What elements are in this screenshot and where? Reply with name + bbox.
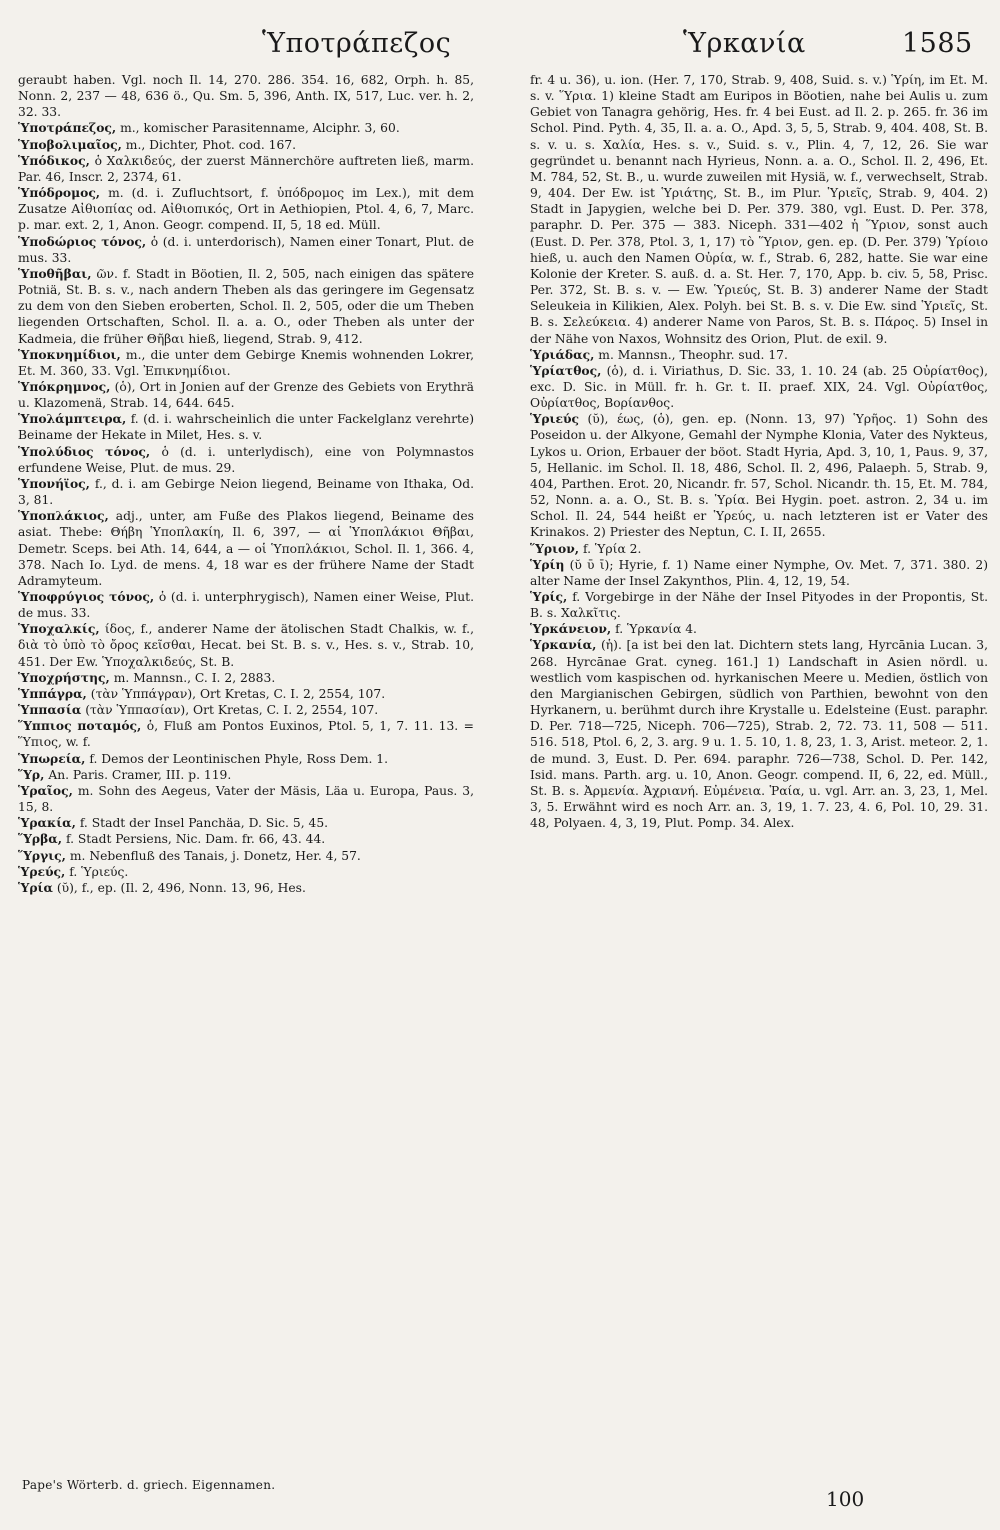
dictionary-entry <box>18 234 474 266</box>
dictionary-entry <box>18 831 474 847</box>
entry-text: m., Dichter, Phot. cod. 167. <box>125 137 297 152</box>
dictionary-entry <box>18 686 474 702</box>
dictionary-entry <box>530 411 988 540</box>
entry-text: m., die unter dem Gebirge Knemis wohnenden Lokrer, Et. M. 360, 33. Vgl. Ἐπικνημίδιοι. <box>18 347 474 378</box>
entry-lemma: Ὑπόκρημνος, <box>18 378 111 394</box>
entry-text: (ῠ), έως, (ὁ), gen. ep. (Nonn. 13, 97) Ὑρῆος. 1) Sohn des Poseidon u. der Alkyone, Gemahl der Nymphe Klonia, Vater des Nykteus, Lykos u. Orion, Erbauer der böot. Stadt Hyria, Apd. 3, 10, 1, Paus. 9, 37, 5, Hellanic. im Schol. Il. 18, 486, Schol. Il. 2, 496, Palaeph. 5, Strab. 9, 404, Parthen. Erot. 20, Nicandr. fr. 57, Schol. Nicandr. th. 15, Et. M. 784, 52, Nonn. a. a. O., St. B. s. Ὑρία. Bei Hygin. poet. astron. 2, 34 u. im Schol. Il. 24, 544 heißt er Ὑρεύς, u. nach letzteren ist er Vater des Krinakos. 2) Priester des Neptun, C. I. II, 2655. <box>530 412 988 540</box>
dictionary-entry <box>18 848 474 864</box>
entry-lemma: Ὑριάδας, <box>530 346 595 362</box>
entry-lemma: Ὕρ, <box>18 766 45 782</box>
entry-lemma: Ὑπόδρομος, <box>18 185 101 201</box>
dictionary-entry <box>530 541 988 557</box>
entry-text: (ὁ), d. i. Viriathus, D. Sic. 33, 1. 10. 24 (ab. 25 Οὐρίατθος), exc. D. Sic. in Müll. fr. h. Gr. t. II. praef. XIX, 24. Vgl. Οὐρίατθος, Οὐρίατθος, Βορίανθος. <box>530 363 988 411</box>
entry-text: adj., unter, am Fuße des Plakos liegend, Beiname des asiat. Thebe: Θήβη Ὑποπλακίη, Il. 6, 397, — αἱ Ὑποπλάκιοι Θῆβαι, Demetr. Sceps. bei Ath. 14, 644, a — οἱ Ὑποπλάκιοι, Schol. Il. 1, 366. 4, 378. Nach Io. Lyd. de mens. 4, 18 war es der frühere Name der Stadt Adramyteum. <box>18 509 474 588</box>
dictionary-entry <box>18 751 474 767</box>
entry-lemma: Ὑρίς, <box>530 589 568 604</box>
entry-lemma: Ὕππιος ποταμός, <box>18 718 142 734</box>
entry-text: m., komischer Parasitenname, Alciphr. 3, 60. <box>120 121 400 136</box>
entry-lemma: Ὑποπλάκιος, <box>18 508 109 524</box>
footer-imprint: Pape's Wörterb. d. griech. Eigennamen. <box>22 1478 276 1492</box>
entry-text: m. Mannsn., Theophr. sud. 17. <box>598 347 788 362</box>
entry-lemma: Ὑποφρύγιος τόνος, <box>18 589 155 604</box>
dictionary-entry <box>530 363 988 411</box>
dictionary-entry <box>530 637 988 831</box>
dictionary-entry <box>18 347 474 379</box>
entry-lemma: Ὑρία <box>18 879 53 895</box>
page-header <box>0 0 1000 70</box>
entry-text: (ἡ). [a ist bei den lat. Dichtern stets lang, Hyrcānia Lucan. 3, 268. Hyrcānae Grat. cyneg. 161.] 1) Landschaft in Asien nördl. u. westlich vom kaspischen od. hyrkanischen Meere u. Medien, östlich von den Margianischen Gebirgen, südlich von Parthien, bewohnt von den Hyrkanern, u. berühmt durch ihre Krystalle u. Edelsteine (Eust. paraphr. D. Per. 718—725, Niceph. 706—725), Strab. 2, 72. 73. 11, 508 — 511. 516. 518, Ptol. 6, 2, 3. arg. 9 u. 1. 5. 10, 1. 8, 23, 1. 3, Arist. meteor. 2, 1. de mund. 3, Eust. D. Per. 694. paraphr. 726—738, Schol. D. Per. 142, Isid. mans. Parth. arg. u. 10, Anon. Geogr. compend. II, 6, 22, ed. Müll., St. B. s. Ἀρμενία. Ἀχριανή. Εὐμένεια. Ῥαία, u. vgl. Arr. an. 3, 23, 1, Mel. 3, 5. Erwähnt wird es noch Arr. an. 3, 19, 1. 7. 23, 4. 6, Pol. 10, 29. 31. 48, Polyaen. 4, 3, 19, Plut. Pomp. 34. Alex. <box>530 638 988 831</box>
entry-lemma: Ὑποβολιμαῖος, <box>18 136 122 152</box>
dictionary-entry <box>18 185 474 233</box>
entry-text: m. Sohn des Aegeus, Vater der Mäsis, Läa u. Europa, Paus. 3, 15, 8. <box>18 783 474 815</box>
dictionary-entry <box>18 266 474 347</box>
running-headword-right: Ὑρκανία <box>683 28 806 59</box>
entry-lemma: Ὑποχαλκίς, <box>18 621 100 637</box>
entry-text: m. Nebenfluß des Tanais, j. Donetz, Her. 4, 57. <box>69 848 361 863</box>
entry-text: ῶν. f. Stadt in Böotien, Il. 2, 505, nach einigen das spätere Potniä, St. B. s. v., nach andern Theben als das geringere im Gegensatz zu dem von den Sieben eroberten, Schol. Il. 2, 505, oder die um Theben liegenden Ortschaften, Schol. Il. a. a. O., oder Theben als unter der Kadmeia, die früher Θῆβαι hieß, liegend, Strab. 9, 412. <box>18 266 474 346</box>
sheet-signature: 100 <box>826 1487 865 1511</box>
entry-text: f. (d. i. wahrscheinlich die unter Fackelglanz verehrte) Beiname der Hekate in Milet, Hes. s. v. <box>18 412 474 443</box>
entry-text: (ῠ ῡ ῑ); Hyrie, f. 1) Name einer Nymphe, Ov. Met. 7, 371. 380. 2) alter Name der Insel Zakynthos, Plin. 4, 12, 19, 54. <box>530 557 988 588</box>
entry-text: f. Stadt Persiens, Nic. Dam. fr. 66, 43. 44. <box>65 832 326 847</box>
dictionary-entry <box>530 589 988 621</box>
entry-text: ὁ (d. i. unterlydisch), eine von Polymnastos erfundene Weise, Plut. de mus. 29. <box>18 444 474 475</box>
entry-lemma: Ὑποκνημίδιοι, <box>18 346 121 362</box>
dictionary-entry <box>18 379 474 411</box>
dictionary-entry <box>18 670 474 686</box>
entry-text: m. Mannsn., C. I. 2, 2883. <box>113 670 276 685</box>
entry-lemma: Ὑραῖος, <box>18 782 73 798</box>
dictionary-entry <box>18 120 474 136</box>
dictionary-entry <box>18 783 474 815</box>
dictionary-entry <box>18 508 474 589</box>
dictionary-entry <box>18 880 474 896</box>
dictionary-entry <box>530 347 988 363</box>
dictionary-entry <box>530 557 988 589</box>
entry-lemma: Ὑριεύς <box>530 411 579 427</box>
entry-lemma: Ὑπονήϊος, <box>18 475 90 491</box>
dictionary-entry <box>530 621 988 637</box>
entry-lemma: Ὑπολάμπτειρα, <box>18 411 127 427</box>
entry-lemma: Ὑπωρεία, <box>18 750 86 766</box>
entry-text: ὁ Χαλκιδεύς, der zuerst Männerchöre auftreten ließ, marm. Par. 46, Inscr. 2, 2374, 61. <box>18 153 474 184</box>
entry-lemma: Ὑρκάνειον, <box>530 621 612 637</box>
dictionary-entry <box>18 153 474 185</box>
entry-lemma: Ὑπολύδιος τόνος, <box>18 443 151 459</box>
entry-lemma: Ὑππάγρα, <box>18 685 87 701</box>
entry-lemma: Ὑπόδικος, <box>18 152 90 168</box>
entry-text: fr. 4 u. 36), u. ion. (Her. 7, 170, Strab. 9, 408, Suid. s. v.) Ὑρίη, im Et. M. s. v. Ὕρια. 1) kleine Stadt am Euripos in Böotien, nahe bei Aulis u. zum Gebiet von Tanagra gehörig, Hes. fr. 4 bei Eust. ad Il. 2. p. 265. fr. 36 im Schol. Pind. Pyth. 4, 35, Il. a. a. O., Apd. 3, 5, 5, Strab. 9, 404. 408, St. B. s. v. u. s. Χαλία, Hes. s. v., Suid. s. v., Plin. 4, 7, 12, 26. Sie war gegründet u. benannt nach Hyrieus, Nonn. a. a. O., Schol. Il. 2, 496, Et. M. 784, 52, St. B., u. wurde zuweilen mit Hysiä, w. f., verwechselt, Strab. 9, 404. Der Ew. ist Ὑριάτης, St. B., im Plur. Ὑριεῖς, Strab. 9, 404. 2) Stadt in Japygien, welche bei D. Per. 379. 380, vgl. Eust. D. Per. 378, paraphr. D. Per. 375 — 383. Niceph. 331—402 ἡ Ὕριον, sonst auch (Eust. D. Per. 378, Ptol. 3, 1, 17) τὸ Ὕριον, gen. ep. (D. Per. 379) Ὑρίοιο hieß, u. auch den Namen Οὐρία, w. f., Strab. 6, 282, hatte. Sie war eine Kolonie der Kreter. S. auß. d. a. St. Her. 7, 170, App. b. civ. 5, 58, Prisc. Per. 372, St. B. s. v. — Ew. Ὑριεύς, St. B. 3) anderer Name der Stadt Seleukeia in Kilikien, Alex. Polyh. bei St. B. s. v. Die Ew. sind Ὑριεῖς, St. B. s. Σελεύκεια. 4) anderer Name von Paros, St. B. s. Πάρος. 5) Insel in der Nähe von Naxos, Wohnsitz des Orion, Plut. de exil. 9. <box>530 73 988 346</box>
entry-lemma: Ὑποθῆβαι, <box>18 265 92 281</box>
entry-text: (ὁ), Ort in Jonien auf der Grenze des Gebiets von Erythrä u. Klazomenä, Strab. 14, 644. 645. <box>18 379 474 411</box>
running-headword-left: Ὑποτράπεζος <box>262 28 452 59</box>
entry-lemma: Ὑρακία, <box>18 815 76 831</box>
entry-lemma: Ὕρβα, <box>18 831 63 847</box>
entry-lemma: Ὑποχρήστης, <box>18 669 110 685</box>
entry-text: f. Stadt der Insel Panchäa, D. Sic. 5, 45. <box>79 816 329 831</box>
entry-text: ὁ (d. i. unterdorisch), Namen einer Tonart, Plut. de mus. 33. <box>18 234 474 265</box>
dictionary-entry <box>530 72 988 347</box>
entry-text: ὁ (d. i. unterphrygisch), Namen einer Weise, Plut. de mus. 33. <box>18 590 474 621</box>
entry-text: f. Demos der Leontinischen Phyle, Ross Dem. 1. <box>89 751 389 766</box>
dictionary-entry <box>18 767 474 783</box>
entry-text: f., d. i. am Gebirge Neion liegend, Beiname von Ithaka, Od. 3, 81. <box>18 476 474 508</box>
page-number: 1585 <box>902 28 973 59</box>
left-column <box>18 72 474 896</box>
entry-lemma: Ὑποτράπεζος, <box>18 120 117 136</box>
entry-lemma: Ὑρκανία, <box>530 637 597 653</box>
entry-text: (τὰν Ὑππασίαν), Ort Kretas, C. I. 2, 2554, 107. <box>85 703 379 718</box>
entry-text: f. Ὑριεύς. <box>69 864 129 879</box>
entry-text: f. Ὑρία 2. <box>583 541 642 556</box>
entry-text: m. (d. i. Zufluchtsort, f. ὑπόδρομος im Lex.), mit dem Zusatze Αἰθιοπίας od. Αἰθιοπικός, Ort in Aethiopien, Ptol. 4, 6, 7, Marc. p. mar. ext. 2, 1, Anon. Geogr. compend. II, 5, 18 ed. Müll. <box>18 186 474 233</box>
entry-text: An. Paris. Cramer, III. p. 119. <box>48 767 232 782</box>
entry-text: f. Vorgebirge in der Nähe der Insel Pityodes in der Propontis, St. B. s. Χαλκῖτις. <box>530 590 988 621</box>
entry-lemma: Ὕριον, <box>530 540 580 556</box>
dictionary-entry <box>18 621 474 669</box>
dictionary-entry <box>18 864 474 880</box>
dictionary-entry <box>18 137 474 153</box>
dictionary-entry <box>18 476 474 508</box>
entry-text: (τὰν Ὑππάγραν), Ort Kretas, C. I. 2, 2554, 107. <box>90 686 386 701</box>
entry-text: f. Ὑρκανία 4. <box>615 622 697 637</box>
dictionary-entry <box>18 72 474 120</box>
dictionary-entry <box>18 718 474 750</box>
dictionary-entry <box>18 411 474 443</box>
entry-lemma: Ὑποδώριος τόνος, <box>18 233 147 249</box>
entry-lemma: Ὕργις, <box>18 847 66 863</box>
entry-text: (ῠ), f., ep. (Il. 2, 496, Nonn. 13, 96, Hes. <box>56 880 306 895</box>
entry-text: ὁ, Fluß am Pontos Euxinos, Ptol. 5, 1, 7. 11. 13. = Ὕπιος, w. f. <box>18 719 474 750</box>
entry-lemma: Ὑρίη <box>530 556 565 572</box>
entry-lemma: Ὑππασία <box>18 702 82 718</box>
dictionary-entry <box>18 702 474 718</box>
entry-text: ίδος, f., anderer Name der ätolischen Stadt Chalkis, w. f., διὰ τὸ ὑπὸ τὸ ὄρος κεῖσθαι, Hecat. bei St. B. s. v., Hes. s. v., Strab. 10, 451. Der Ew. Ὑποχαλκιδεύς, St. B. <box>18 622 474 669</box>
entry-lemma: Ὑρίατθος, <box>530 362 602 378</box>
dictionary-entry <box>18 444 474 476</box>
entry-text: geraubt haben. Vgl. noch Il. 14, 270. 286. 354. 16, 682, Orph. h. 85, Nonn. 2, 237 — 48, 636 ö., Qu. Sm. 5, 396, Anth. IX, 517, Luc. ver. h. 2, 32. 33. <box>18 73 474 120</box>
dictionary-entry <box>18 815 474 831</box>
right-column <box>530 72 988 831</box>
entry-lemma: Ὑρεύς, <box>18 863 66 879</box>
dictionary-entry <box>18 589 474 621</box>
